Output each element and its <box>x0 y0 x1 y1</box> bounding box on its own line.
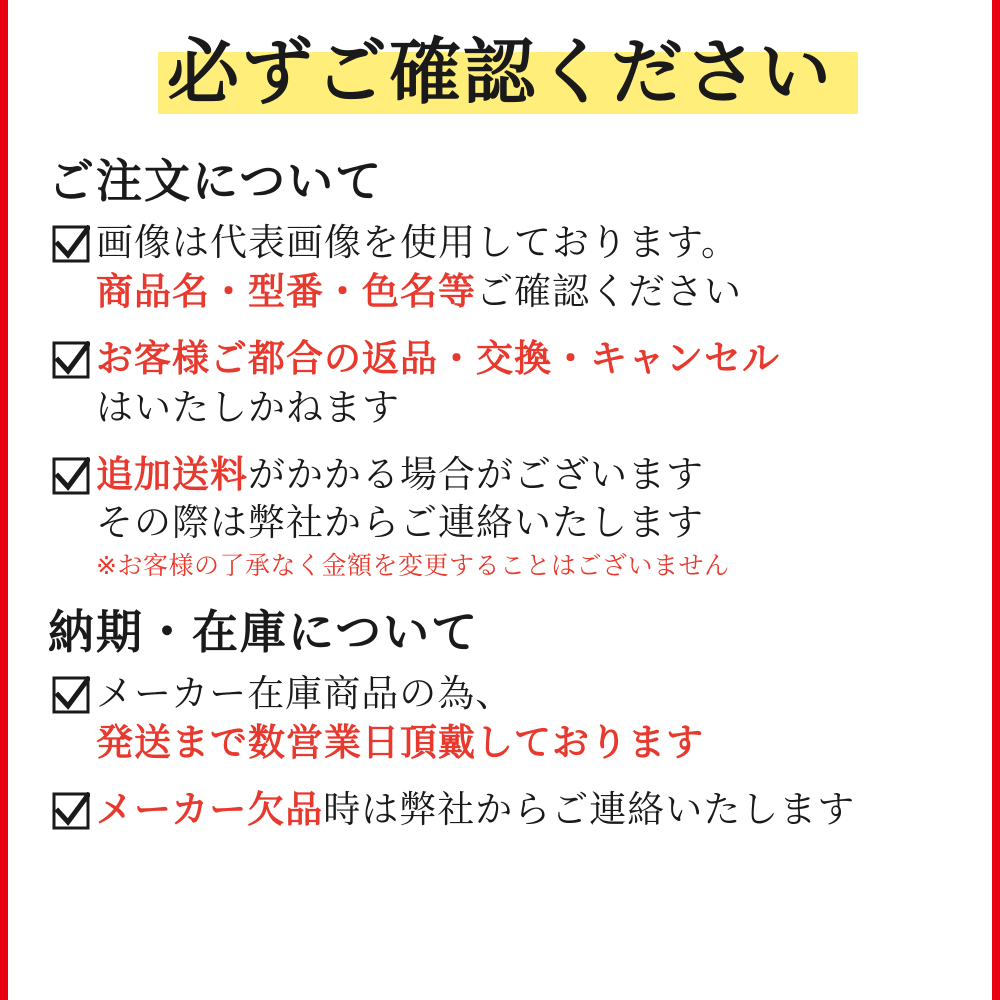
page-title: 必ずご確認ください <box>166 30 833 114</box>
list-item-line: その際は弊社からご連絡いたします <box>96 501 704 545</box>
list-item-text <box>96 670 970 768</box>
section-heading-orders: ご注文について <box>48 154 384 208</box>
list-item-line: 発送まで数営業日頂戴しております <box>96 720 704 764</box>
title-block <box>30 0 970 150</box>
checkbox-check-icon <box>52 457 90 495</box>
list-item <box>52 670 970 768</box>
list-item-text <box>96 335 970 433</box>
list-item-line: お客様ご都合の返品・交換・キャンセル <box>96 336 780 380</box>
checkbox-check-icon <box>52 676 90 714</box>
list-item-text <box>96 451 970 583</box>
checkbox-check-icon <box>52 341 90 379</box>
list-item-line <box>96 268 970 317</box>
list-item <box>52 451 970 583</box>
list-item-line: はいたしかねます <box>96 385 400 429</box>
list-item-text <box>96 786 970 835</box>
list-item-line: 画像は代表画像を使用しております。 <box>96 221 740 265</box>
notice-content <box>8 0 992 1000</box>
list-item-line <box>96 786 970 835</box>
section-heading-delivery: 納期・在庫について <box>48 604 480 659</box>
checkbox-check-icon <box>52 225 90 263</box>
checkbox-check-icon <box>52 792 90 830</box>
list-item <box>52 335 970 433</box>
list-item <box>52 786 970 835</box>
emphasis-text: メーカー欠品 <box>96 787 324 831</box>
list-item-text <box>96 219 970 317</box>
normal-text: がかかる場合がございます <box>248 452 704 496</box>
list-item-line <box>96 451 970 500</box>
section-orders <box>30 154 970 583</box>
list-item-line: メーカー在庫商品の為、 <box>96 671 514 715</box>
list-item-note: ※お客様の了承なく金額を変更することはございません <box>96 551 730 581</box>
normal-text: ご確認ください <box>476 270 742 314</box>
normal-text: 時は弊社からご連絡いたします <box>323 787 856 831</box>
list-item <box>52 219 970 317</box>
emphasis-text: 商品名・型番・色名等 <box>96 270 476 314</box>
section-delivery <box>30 605 970 835</box>
emphasis-text: 追加送料 <box>96 452 248 496</box>
